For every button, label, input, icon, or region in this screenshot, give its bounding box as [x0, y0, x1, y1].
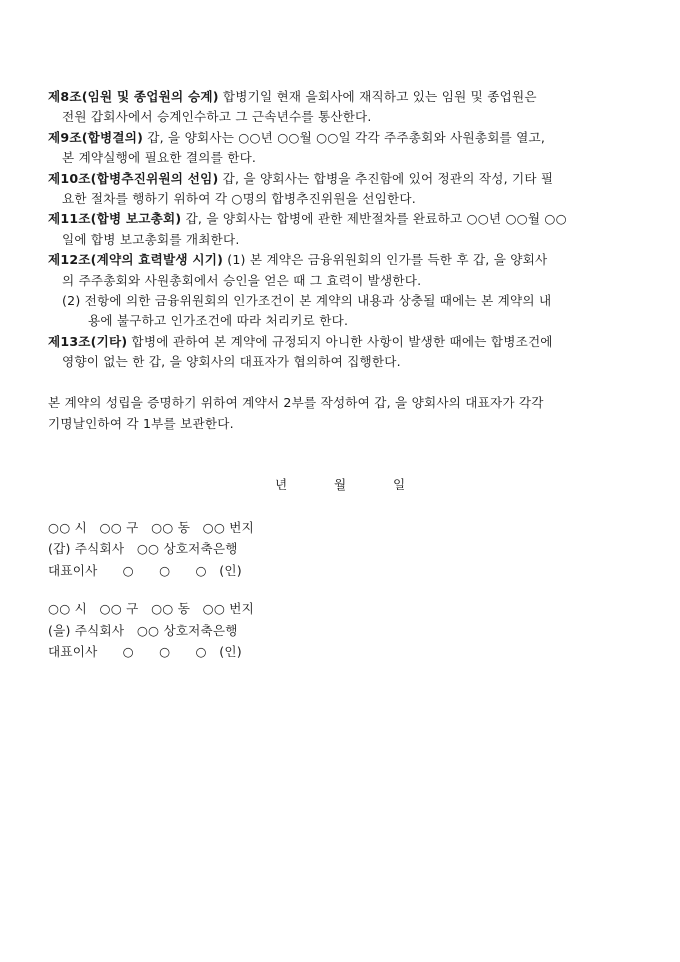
article-clause-2: (2) 전항에 의한 금융위원회의 인가조건이 본 계약의 내용과 상충될 때에는 본 계약의 내 — [62, 293, 552, 309]
closing-statement — [48, 392, 638, 434]
party-a-block — [48, 517, 638, 582]
date-day: 일 — [393, 476, 406, 492]
article-12 — [48, 250, 638, 332]
party-a-representative: 대표이사 ○ ○ ○ (인) — [48, 562, 242, 578]
article-continuation: 본 계약실행에 필요한 결의를 한다. — [62, 150, 257, 166]
party-b-address: ○○ 시 ○○ 구 ○○ 동 ○○ 번지 — [48, 601, 254, 617]
article-text: 합병에 관하여 본 계약에 규정되지 아니한 사항이 발생한 때에는 합병조건에 — [127, 333, 553, 349]
article-continuation: 요한 절차를 행하기 위하여 각 ○명의 합병추진위원을 선임한다. — [62, 191, 416, 207]
article-heading: 제13조(기타) — [48, 333, 128, 349]
article-first-line — [48, 128, 638, 148]
closing-line-2: 기명날인하여 각 1부를 보관한다. — [48, 415, 234, 431]
article-first-line — [48, 250, 638, 270]
article-10 — [48, 169, 638, 210]
article-continuation: 전원 갑회사에서 승계인수하고 그 근속년수를 통산한다. — [62, 109, 372, 125]
contract-page — [48, 87, 638, 663]
article-text: 합병기일 현재 을회사에 재직하고 있는 임원 및 종업원은 — [218, 89, 537, 104]
article-first-line — [48, 332, 638, 352]
article-8 — [48, 87, 638, 128]
article-text: 갑, 을 양회사는 ○○년 ○○월 ○○일 각각 주주총회와 사원총회를 열고, — [143, 129, 546, 145]
article-text: 갑, 을 양회사는 합병에 관한 제반절차를 완료하고 ○○년 ○○월 ○○ — [181, 211, 567, 227]
date-year: 년 — [275, 476, 288, 492]
article-clause-2-continuation: 용에 불구하고 인가조건에 따라 처리키로 한다. — [88, 313, 349, 329]
article-13 — [48, 332, 638, 373]
article-9 — [48, 128, 638, 169]
article-11 — [48, 209, 638, 250]
party-b-representative: 대표이사 ○ ○ ○ (인) — [48, 644, 242, 660]
article-continuation: 일에 합병 보고총회를 개최한다. — [62, 231, 240, 247]
party-b-block — [48, 598, 638, 663]
article-first-line — [48, 87, 638, 107]
article-text: 갑, 을 양회사는 합병을 추진함에 있어 정관의 작성, 기타 필 — [218, 170, 554, 186]
article-heading: 제8조(임원 및 종업원의 승계) — [48, 89, 219, 104]
article-heading: 제10조(합병추진위원의 선임) — [48, 170, 219, 186]
article-heading: 제11조(합병 보고총회) — [48, 211, 182, 227]
party-a-company: (갑) 주식회사 ○○ 상호저축은행 — [48, 541, 238, 557]
date-month: 월 — [334, 476, 347, 492]
article-first-line — [48, 209, 638, 229]
signing-date — [48, 475, 638, 495]
article-text: (1) 본 계약은 금융위원회의 인가를 득한 후 갑, 을 양회사 — [223, 252, 548, 268]
article-heading: 제9조(합병결의) — [48, 129, 144, 145]
article-continuation: 의 주주총회와 사원총회에서 승인을 얻은 때 그 효력이 발생한다. — [62, 272, 422, 288]
closing-line-1: 본 계약의 성립을 증명하기 위하여 계약서 2부를 작성하여 갑, 을 양회사의 대표자가 각각 — [48, 394, 544, 410]
article-heading: 제12조(계약의 효력발생 시기) — [48, 252, 224, 268]
party-a-address: ○○ 시 ○○ 구 ○○ 동 ○○ 번지 — [48, 519, 254, 535]
article-first-line — [48, 169, 638, 189]
party-b-company: (을) 주식회사 ○○ 상호저축은행 — [48, 622, 238, 638]
article-continuation: 영향이 없는 한 갑, 을 양회사의 대표자가 협의하여 집행한다. — [62, 354, 401, 370]
